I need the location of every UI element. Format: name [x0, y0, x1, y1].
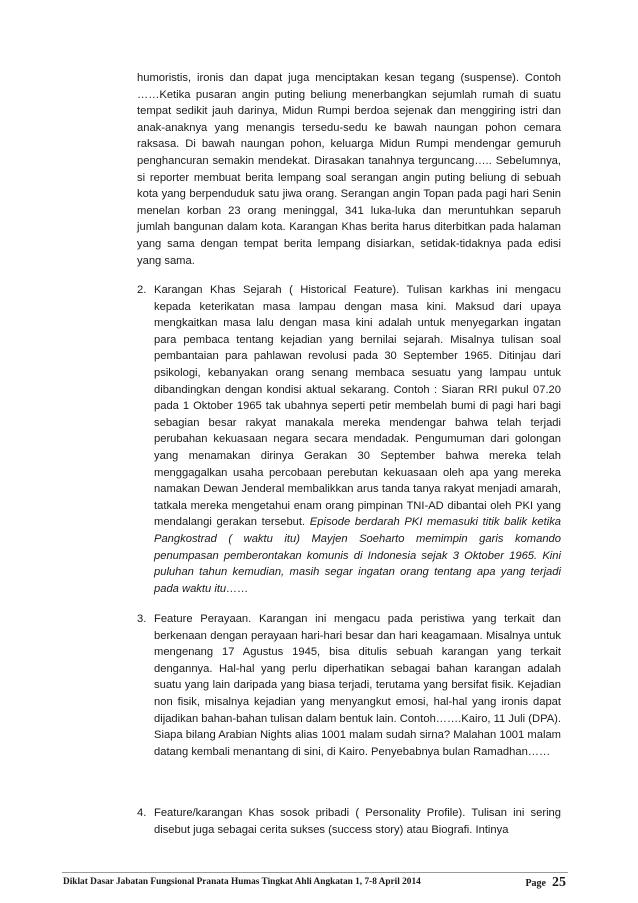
italic-text: Episode berdarah PKI memasuki titik balik: [309, 516, 528, 529]
item-line: kepada keterikatan masa lampau dengan masa kini. Maksud dari upaya: [154, 300, 561, 313]
item-line: sudah sirna? Malahan 1001 malam datang kembali menantang di sini, di: [154, 729, 561, 758]
list-number: 3.: [137, 613, 147, 625]
item-line: mendengar bahwa telah terjadi perubahan kekuasaan negara secara: [154, 416, 562, 446]
item-line: berkenaan dengan perayaan hari-hari besar dan hari keagamaan. Misalnya: [154, 629, 531, 642]
item-line: suatu yang lain daripada yang biasa terjadi, terutama yang bersifat fisik.: [154, 679, 514, 692]
footer-page: [525, 873, 566, 891]
item-line: Kejadian non fisik, misalnya kejadian yang menyangkut emosi, hal-hal yang: [154, 679, 561, 708]
page-label: Page: [525, 878, 546, 889]
footer-divider: [62, 872, 568, 873]
list-item-3: [137, 611, 561, 760]
item-line: Feature/karangan Khas sosok pribadi ( Personality Profile). Tulisan ini sering: [154, 807, 561, 819]
intro-line: meruntuhkan separuh jumlah bangunan dalam kota. Karangan Khas berita harus: [137, 204, 561, 234]
item-line: Feature Perayaan. Karangan ini mengacu pada peristiwa yang terkait dan: [154, 613, 561, 625]
item-line: psikologi, kebanyakan orang senang membaca sesuatu yang lampau untuk: [154, 366, 561, 379]
item-line: para pembaca tentang kejadian yang bernilai sejarah. Misalnya tulisan soal: [154, 333, 561, 346]
intro-line: tempat sedikit jauh darinya, Midun Rumpi berdoa sejenak dan menggiring istri: [137, 105, 538, 118]
intro-line: Sebelumnya, si reporter membuat berita lempang soal serangan angin puting: [137, 154, 562, 184]
item-line: Kairo. Penyebabnya bulan Ramadhan……: [338, 745, 551, 758]
item-line: Siaran RRI pukul 07.20 pada 1 Oktober 1965 tak ubahnya seperti petir: [154, 383, 562, 413]
intro-line: setidak-tidaknya pada edisi yang sama.: [137, 237, 561, 267]
item-line: dibandingkan dengan kondisi aktual sekarang. Contoh :: [154, 383, 438, 396]
item-line: Contoh…….Kairo, 11 Juli (DPA). Siapa bilang Arabian Nights alias 1001 malam: [154, 712, 561, 742]
item-line: Karangan Khas Sejarah ( Historical Feature). Tulisan karkhas ini mengacu: [154, 284, 561, 296]
intro-line: beliung di sebuah kota yang berpenduduk satu jiwa orang. Serangan angin Topan: [137, 171, 561, 201]
item-line: mengetahui enam orang pimpinan TNI-AD dibantai oleh PKI yang: [231, 499, 561, 512]
list-number: 2.: [137, 284, 147, 296]
item-line: disebut juga sebagai cerita sukses (success story) atau Biografi. Intinya: [154, 823, 509, 836]
intro-paragraph: [137, 70, 561, 269]
italic-line: puluhan tahun kemudian, masih segar ingatan orang tentang apa yang: [154, 566, 526, 579]
list-number: 4.: [137, 807, 147, 819]
intro-line: cemara raksasa. Di bawah naungan pohon, keluarga Midun Rumpi mendengar: [137, 121, 562, 151]
item-line: membalikkan arus tanda tanya rakyat menjadi amarah, tatkala mereka: [154, 483, 561, 512]
item-line: ironis dapat dijadikan bahan-bahan tulisan dalam bentuk lain.: [154, 695, 562, 725]
item-line: mengkaitkan masa lalu dengan masa kini adalah untuk menyegarkan ingatan: [154, 317, 561, 330]
intro-line: ……Ketika pusaran angin puting beliung menerbangkan sejumlah rumah di suatu: [137, 88, 561, 101]
page-number: 25: [552, 875, 566, 890]
intro-line: dan anak-anaknya yang menangis tersedu-sedu ke bawah naungan pohon: [137, 105, 561, 134]
item-line: perebutan kekuasaan oleh apa yang mereka namakan Dewan Jenderal: [154, 466, 561, 496]
item-line: 30 September bahwa mereka telah menggagalkan usaha percobaan: [154, 449, 561, 479]
italic-line: terjadi pada waktu itu……: [154, 566, 561, 595]
list-item-2: [137, 282, 561, 597]
intro-line: humoristis, ironis dan dapat juga menciptakan kesan tegang (suspense). Contoh: [137, 72, 561, 84]
intro-line: gemuruh penghancuran semakin mendekat. Dirasakan tanahnya terguncang…..: [137, 138, 562, 167]
item-line: dengannya. Hal-hal yang perlu diperhatikan sebagai bahan karangan adalah: [154, 662, 561, 675]
intro-line: pada pagi hari Senin menelan korban 23 orang meninggal, 341 luka-luka dan: [137, 188, 561, 217]
footer-course-title: Diklat Dasar Jabatan Fungsional Pranata Humas Tingkat Ahli Angkatan 1, 7-8 April 2014: [63, 877, 421, 887]
list-item-4: [137, 805, 561, 838]
italic-line: penumpasan pemberontakan komunis di Indonesia sejak 3 Oktober 1965. Kini: [154, 549, 561, 562]
item-line: mendadak. Pengumuman dari golongan yang menamakan dirinya Gerakan: [154, 433, 562, 462]
italic-line: ketika Pangkostrad ( waktu itu) Mayjen Soeharto memimpin garis komando: [154, 516, 562, 545]
item-line: pembantaian para pahlawan revolusi pada 30 September 1965. Ditinjau dari: [154, 350, 561, 363]
item-line: membelah bumi di pagi hari bagi sebagian besar rakyat manakala mereka: [154, 400, 561, 429]
item-line: untuk mengenang 17 Agustus 1945, bisa ditulis sebuah karangan yang terkait: [154, 629, 561, 659]
item-line: mendalangi gerakan tersebut.: [154, 516, 306, 529]
intro-line: diterbitkan pada halaman yang sama dengan tempat berita lempang disiarkan,: [137, 221, 561, 250]
